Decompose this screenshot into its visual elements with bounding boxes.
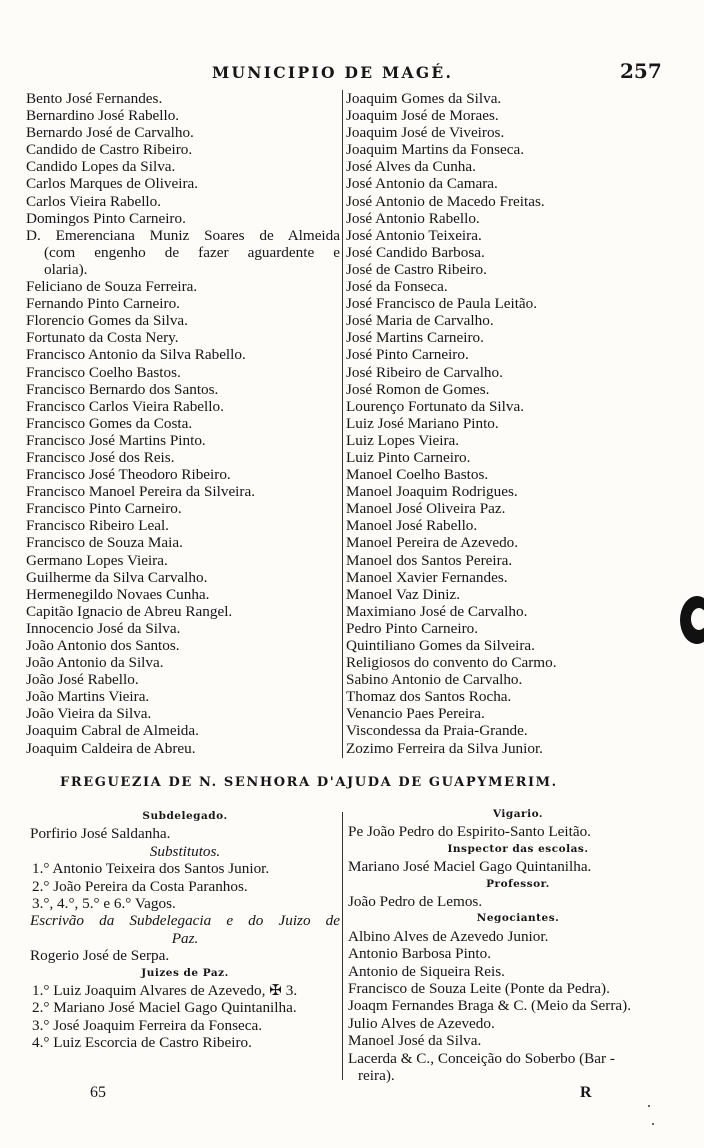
list-item: Religiosos do convento do Carmo. — [346, 654, 557, 672]
list-item: Candido Lopes da Silva. — [26, 158, 176, 176]
juiz-entry: 2.° Mariano José Maciel Gago Quintanilha. — [32, 999, 297, 1017]
list-item: José Romon de Gomes. — [346, 380, 490, 398]
list-item: Francisco de Souza Maia. — [26, 534, 183, 552]
list-item: João Martins Vieira. — [26, 688, 150, 706]
escrivao-label: Escrivão da Subdelegacia e do Juizo de — [30, 912, 340, 930]
page-header — [0, 59, 704, 85]
negociantes-label: Negociantes. — [476, 912, 560, 925]
list-item: Zozimo Ferreira da Silva Junior. — [346, 739, 543, 757]
list-item: Manoel José Rabello. — [346, 517, 478, 535]
merchant-entry: Julio Alves de Azevedo. — [348, 1014, 495, 1032]
merchant-entry: Antonio de Siqueira Reis. — [348, 962, 505, 980]
substitute-entry: 2.° João Pereira da Costa Paranhos. — [32, 877, 248, 895]
list-item: Francisco Antonio da Silva Rabello. — [26, 346, 246, 364]
list-item: Francisco José Theodoro Ribeiro. — [26, 466, 231, 484]
list-item: Francisco José dos Reis. — [26, 448, 175, 466]
juizes-label: Juizes de Paz. — [141, 966, 229, 979]
list-item: Maximiano José de Carvalho. — [346, 602, 528, 620]
merchant-entry: Antonio Barbosa Pinto. — [348, 945, 492, 963]
list-item: José Maria de Carvalho. — [346, 312, 494, 330]
parish-officials-right — [348, 806, 688, 1085]
list-item: Bento José Fernandes. — [26, 90, 163, 107]
list-item: Carlos Marques de Oliveira. — [26, 175, 199, 193]
list-item: João Vieira da Silva. — [26, 705, 152, 723]
list-item: José Alves da Cunha. — [346, 158, 476, 176]
list-item: Innocencio José da Silva. — [26, 619, 181, 637]
merchant-entry: Francisco de Souza Leite (Ponte da Pedra). — [348, 980, 610, 998]
juiz-entry: 3.° José Joaquim Ferreira da Fonseca. — [32, 1016, 263, 1034]
list-item: Germano Lopes Vieira. — [26, 551, 168, 569]
list-item: José Antonio Teixeira. — [346, 226, 482, 244]
list-item: José da Fonseca. — [346, 278, 448, 296]
list-item: José Antonio da Camara. — [346, 175, 498, 193]
subdelegado-label: Subdelegado. — [142, 810, 228, 822]
substitute-entry: 1.° Antonio Teixeira dos Santos Junior. — [32, 860, 270, 878]
list-item: Joaquim Caldeira de Abreu. — [26, 739, 196, 757]
list-item: Candido de Castro Ribeiro. — [26, 141, 193, 159]
list-item: Capitão Ignacio de Abreu Rangel. — [26, 602, 233, 620]
list-item: Lourenço Fortunato da Silva. — [346, 397, 524, 415]
escrivao-name: Rogerio José de Serpa. — [30, 947, 170, 965]
speck-icon — [652, 1123, 654, 1125]
list-item: Manoel Joaquim Rodrigues. — [346, 483, 518, 501]
merchant-entry: Joaqm Fernandes Braga & C. (Meio da Serra). — [348, 997, 632, 1015]
juiz-entry: 4.° Luiz Escorcia de Castro Ribeiro. — [32, 1034, 252, 1052]
juiz-entry: 1.° Luiz Joaquim Alvares de Azevedo, ✠ 3. — [32, 982, 298, 1000]
page-number: 257 — [620, 59, 662, 83]
list-item: Bernardo José de Carvalho. — [26, 124, 194, 142]
list-item: Joaquim Martins da Fonseca. — [346, 141, 525, 159]
list-item: José Ribeiro de Carvalho. — [346, 363, 503, 381]
list-item: José Antonio Rabello. — [346, 209, 480, 227]
list-item: Francisco Carlos Vieira Rabello. — [26, 397, 224, 415]
list-item: Luiz Pinto Carneiro. — [346, 448, 471, 466]
substitute-entry: 3.°, 4.°, 5.° e 6.° Vagos. — [32, 895, 176, 913]
professor-name: João Pedro de Lemos. — [348, 893, 483, 911]
inspector-label: Inspector das escolas. — [447, 842, 589, 855]
list-item: José Pinto Carneiro. — [346, 346, 469, 364]
list-item: Manoel Coelho Bastos. — [346, 466, 489, 484]
list-item: Thomaz dos Santos Rocha. — [346, 688, 512, 706]
list-item: Francisco Bernardo dos Santos. — [26, 380, 219, 398]
list-item: Manoel Vaz Diniz. — [346, 585, 461, 603]
section-heading: FREGUEZIA DE N. SENHORA D'AJUDA DE GUAPYMERIM. — [60, 775, 558, 790]
list-item: Francisco Gomes da Costa. — [26, 414, 193, 432]
list-item: José Martins Carneiro. — [346, 329, 484, 347]
list-item: Feliciano de Souza Ferreira. — [26, 278, 198, 296]
escrivao-label-continuation: Paz. — [171, 929, 199, 947]
list-item: Manoel dos Santos Pereira. — [346, 551, 513, 569]
subdelegado-name: Porfirio José Saldanha. — [30, 825, 171, 843]
signature-mark-number: 65 — [90, 1084, 106, 1101]
list-item: Francisco Manoel Pereira da Silveira. — [26, 483, 255, 501]
list-item: D. Emerenciana Muniz Soares de Almeida — [26, 226, 340, 244]
list-item: Venancio Paes Pereira. — [346, 705, 485, 723]
vigario-name: Pe João Pedro do Espirito-Santo Leitão. — [348, 823, 591, 841]
list-item: Luiz Lopes Vieira. — [346, 431, 460, 449]
list-item: Joaquim José de Viveiros. — [346, 124, 505, 142]
list-item: Florencio Gomes da Silva. — [26, 312, 188, 330]
vigario-label: Vigario. — [492, 808, 544, 820]
merchant-entry: Albino Alves de Azevedo Junior. — [348, 927, 549, 945]
list-item: Domingos Pinto Carneiro. — [26, 209, 186, 227]
list-item: Manoel Xavier Fernandes. — [346, 568, 508, 586]
merchant-entry: Manoel José da Silva. — [348, 1032, 482, 1050]
list-item: Manoel José Oliveira Paz. — [346, 500, 506, 518]
list-item: Bernardino José Rabello. — [26, 107, 180, 125]
list-item: Sabino Antonio de Carvalho. — [346, 671, 523, 689]
list-item: Francisco José Martins Pinto. — [26, 431, 206, 449]
professor-label: Professor. — [486, 877, 550, 890]
list-item: Fernando Pinto Carneiro. — [26, 295, 180, 313]
list-item: José Francisco de Paula Leitão. — [346, 295, 538, 313]
list-item: Pedro Pinto Carneiro. — [346, 619, 479, 637]
parish-officials-left — [30, 808, 340, 1052]
list-item: Francisco Pinto Carneiro. — [26, 500, 182, 518]
list-item: João José Rabello. — [26, 671, 139, 689]
list-item: José de Castro Ribeiro. — [346, 260, 487, 278]
list-item: Manoel Pereira de Azevedo. — [346, 534, 519, 552]
list-item: Fortunato da Costa Nery. — [26, 329, 179, 347]
list-item-continuation: (com engenho de fazer aguardente e — [44, 243, 340, 261]
list-item: Joaquim Cabral de Almeida. — [26, 722, 199, 740]
list-item-continuation: olaria). — [44, 260, 88, 278]
merchant-entry: Lacerda & C., Conceição do Soberbo (Bar - — [348, 1049, 615, 1067]
column-divider — [342, 812, 343, 1080]
list-item: Francisco Coelho Bastos. — [26, 363, 181, 381]
signature-mark-letter: R — [580, 1084, 592, 1101]
list-item: João Antonio da Silva. — [26, 654, 164, 672]
list-item: José Antonio de Macedo Freitas. — [346, 192, 545, 210]
speck-icon — [648, 1105, 650, 1107]
list-item: Carlos Vieira Rabello. — [26, 192, 162, 210]
list-item: José Candido Barbosa. — [346, 243, 485, 261]
list-item: Guilherme da Silva Carvalho. — [26, 568, 208, 586]
left-name-list — [26, 90, 340, 757]
inspector-name: Mariano José Maciel Gago Quintanilha. — [348, 858, 592, 876]
list-item: Joaquim José de Moraes. — [346, 107, 499, 125]
list-item: João Antonio dos Santos. — [26, 637, 180, 654]
column-divider — [342, 90, 343, 758]
list-item: Quintiliano Gomes da Silveira. — [346, 637, 535, 654]
merchant-entry-continuation: reira). — [358, 1067, 395, 1085]
list-item: Hermenegildo Novaes Cunha. — [26, 585, 210, 603]
list-item: Viscondessa da Praia-Grande. — [346, 722, 528, 740]
page-title: MUNICIPIO DE MAGÉ. — [212, 63, 454, 82]
substitutos-label: Substitutos. — [149, 842, 221, 860]
list-item: Francisco Ribeiro Leal. — [26, 517, 169, 535]
right-name-list — [346, 90, 686, 757]
list-item: Joaquim Gomes da Silva. — [346, 90, 502, 107]
list-item: Luiz José Mariano Pinto. — [346, 414, 499, 432]
